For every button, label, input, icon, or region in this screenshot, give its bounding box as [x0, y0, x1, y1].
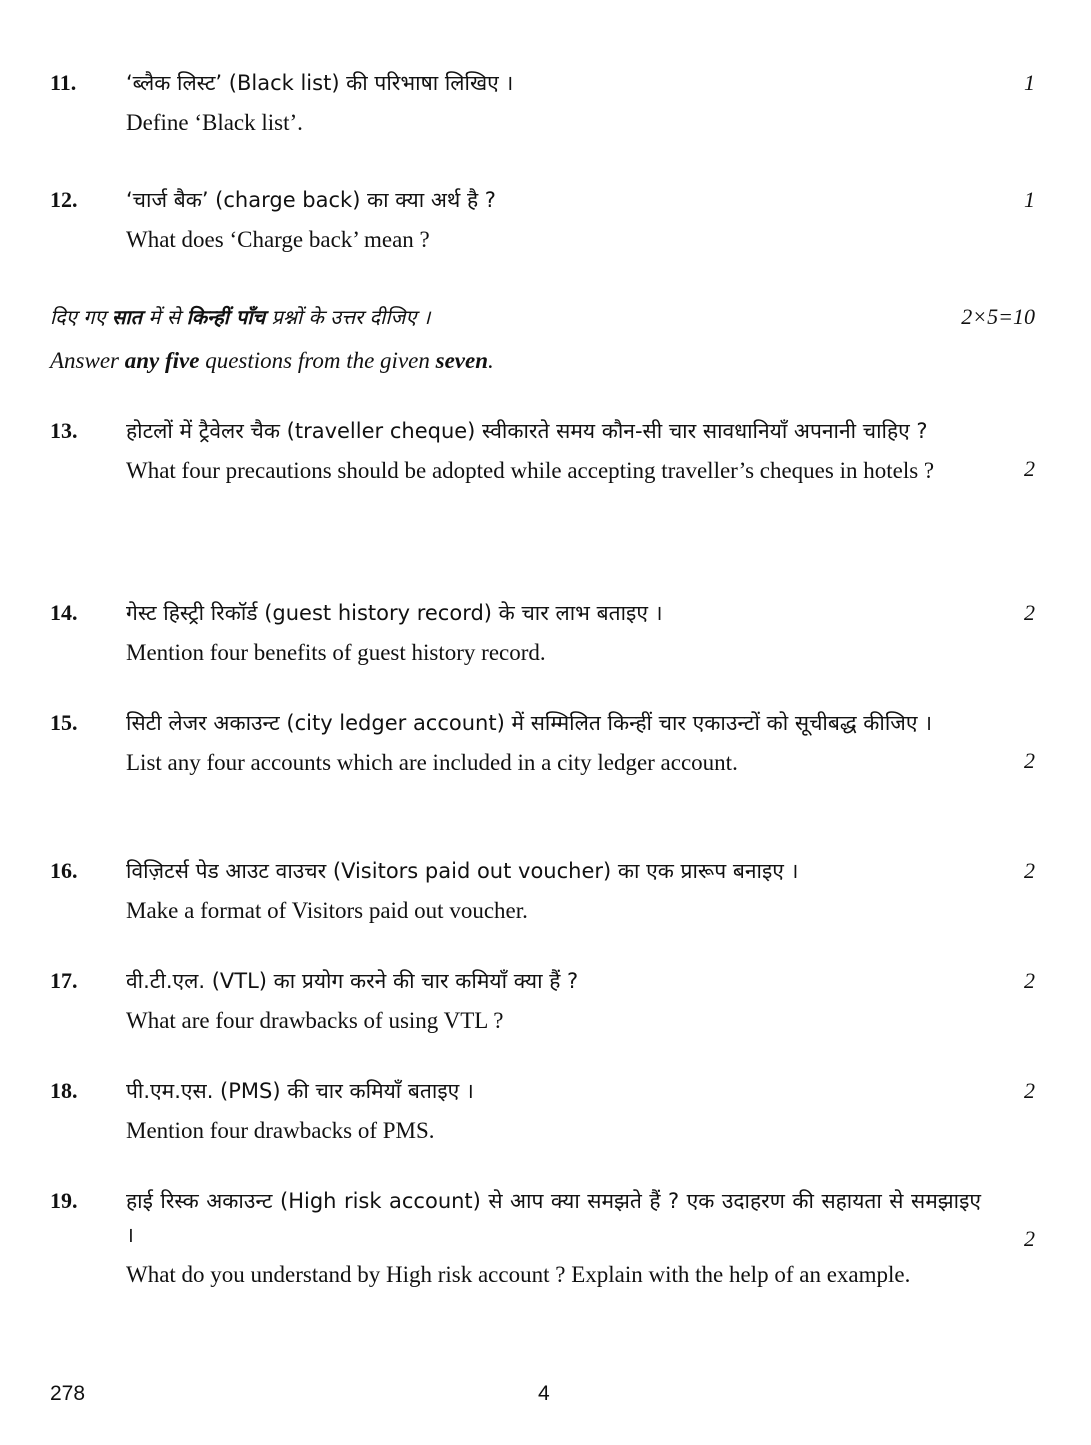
question-text-english: Define ‘Black list’.	[126, 110, 303, 135]
question-number: 17.	[50, 968, 78, 993]
question-number: 18.	[50, 1078, 78, 1103]
question-marks: 2	[1024, 456, 1035, 481]
question-19	[50, 1184, 1040, 1292]
question-number: 12.	[50, 187, 78, 212]
section-instruction	[50, 299, 1040, 379]
question-number: 14.	[50, 600, 78, 625]
question-text-english: What do you understand by High risk account ? Explain with the help of an example.	[126, 1262, 911, 1287]
question-marks: 1	[1024, 70, 1035, 95]
question-text-hindi: विज़िटर्स पेड आउट वाउचर (Visitors paid out voucher) का एक प्रारूप बनाइए ।	[126, 859, 799, 883]
question-marks: 2	[1024, 858, 1035, 883]
question-12	[50, 183, 1040, 257]
question-text-english: Mention four drawbacks of PMS.	[126, 1118, 435, 1143]
question-17	[50, 964, 1040, 1038]
question-13	[50, 414, 1040, 488]
question-text-hindi: सिटी लेजर अकाउन्ट (city ledger account) में सम्मिलित किन्हीं चार एकाउन्टों को सूचीबद्ध कीजिए ।	[126, 711, 933, 735]
question-marks: 2	[1024, 748, 1035, 773]
question-text-hindi: वी.टी.एल. (VTL) का प्रयोग करने की चार कमियाँ क्या हैं ?	[126, 969, 579, 993]
question-14	[50, 596, 1040, 670]
instruction-english: Answer any five questions from the given seven.	[50, 348, 494, 373]
question-text-english: What four precautions should be adopted while accepting traveller’s cheques in hotels ?	[126, 458, 935, 483]
question-15	[50, 706, 1040, 780]
question-number: 11.	[50, 70, 77, 95]
question-marks: 2	[1024, 600, 1035, 625]
question-marks: 2	[1024, 1078, 1035, 1103]
question-text-hindi: ‘ब्लैक लिस्ट’ (Black list) की परिभाषा लिखिए ।	[126, 71, 514, 95]
question-text-hindi: ‘चार्ज बैक’ (charge back) का क्या अर्थ है ?	[126, 188, 496, 212]
question-marks: 2	[1024, 968, 1035, 993]
question-text-english: Make a format of Visitors paid out voucher.	[126, 898, 528, 923]
question-11	[50, 66, 1040, 140]
question-text-hindi: हाई रिस्क अकाउन्ट (High risk account) से आप क्या समझते हैं ? एक उदाहरण की सहायता से समझाइए ।	[126, 1189, 981, 1247]
question-text-english: Mention four benefits of guest history record.	[126, 640, 546, 665]
question-text-english: What does ‘Charge back’ mean ?	[126, 227, 430, 252]
instruction-hindi: दिए गए सात में से किन्हीं पाँच प्रश्नों के उत्तर दीजिए ।	[50, 305, 431, 329]
question-18	[50, 1074, 1040, 1148]
question-text-english: What are four drawbacks of using VTL ?	[126, 1008, 504, 1033]
question-text-hindi: पी.एम.एस. (PMS) की चार कमियाँ बताइए ।	[126, 1079, 474, 1103]
question-text-hindi: होटलों में ट्रैवेलर चैक (traveller cheque) स्वीकारते समय कौन-सी चार सावधानियाँ अपनानी चाहिए ?	[126, 419, 928, 443]
question-text-english: List any four accounts which are included in a city ledger account.	[126, 750, 738, 775]
question-number: 19.	[50, 1188, 78, 1213]
page-number: 4	[538, 1382, 550, 1405]
paper-code: 278	[50, 1382, 86, 1405]
question-marks: 1	[1024, 187, 1035, 212]
question-number: 16.	[50, 858, 78, 883]
instruction-marks: 2×5=10	[961, 304, 1035, 329]
question-text-hindi: गेस्ट हिस्ट्री रिकॉर्ड (guest history record) के चार लाभ बताइए ।	[126, 601, 663, 625]
question-number: 13.	[50, 418, 78, 443]
question-marks: 2	[1024, 1226, 1035, 1251]
question-number: 15.	[50, 710, 78, 735]
question-16	[50, 854, 1040, 928]
